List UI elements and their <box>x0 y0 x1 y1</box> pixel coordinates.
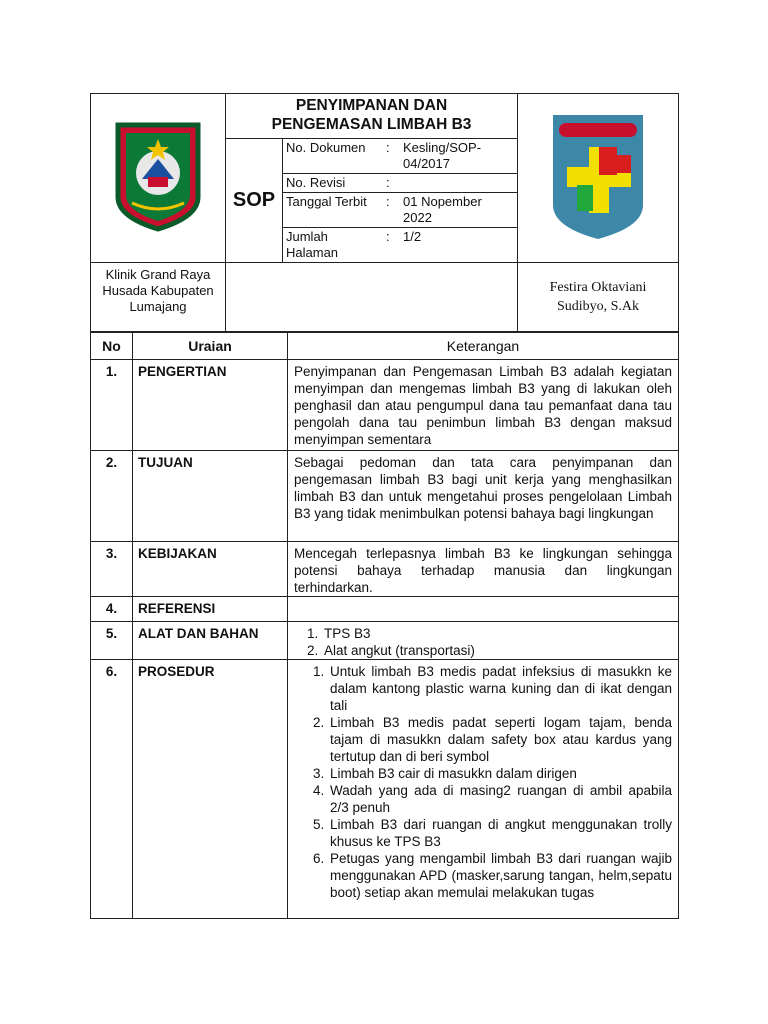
table-row <box>91 451 679 542</box>
meta-sep: : <box>383 174 400 193</box>
meta-row <box>283 174 517 193</box>
meta-sep: : <box>386 229 390 244</box>
sop-content-table <box>90 332 679 919</box>
row-keterangan: Penyimpanan dan Pengemasan Limbah B3 adalah kegiatan menyimpan dan mengemas limbah B3 yang di lakukan oleh penghasil dan atau pengumpul dana tau pemanfaat dana tau pengolah dana tau penimbun limbah B3 dengan maksud menyimpan sementara <box>288 360 679 451</box>
table-row <box>91 622 679 660</box>
list-item: 2. Alat angkut (transportasi) <box>322 642 672 659</box>
row-keterangan: Mencegah terlepasnya limbah B3 ke lingkungan sehingga potensi bahaya terhadap manusia dan lingkungan terhindarkan. <box>288 542 679 597</box>
row-number: 5. <box>91 622 133 660</box>
blank-cell <box>226 263 518 332</box>
column-header-uraian: Uraian <box>133 333 288 360</box>
table-row <box>91 542 679 597</box>
kabupaten-lumajang-logo-icon <box>112 119 204 233</box>
title-line-1: PENYIMPANAN DAN <box>295 97 448 114</box>
table-row <box>91 360 679 451</box>
row-uraian: KEBIJAKAN <box>133 542 288 597</box>
column-header-keterangan: Keterangan <box>288 333 679 360</box>
row-number: 3. <box>91 542 133 597</box>
signer-cell <box>518 263 679 332</box>
list-item: 1. Untuk limbah B3 medis padat infeksius di masukkn ke dalam kantong plastic warna kuning dan di ikat dengan tali <box>328 663 672 714</box>
sop-label: SOP <box>226 139 283 263</box>
row-keterangan <box>288 622 679 660</box>
sop-header-table <box>90 93 679 332</box>
meta-label: No. Revisi <box>283 174 383 193</box>
list-item: 5. Limbah B3 dari ruangan di angkut menggunakan trolly khusus ke TPS B3 <box>328 816 672 850</box>
meta-label: Tanggal Terbit <box>283 193 383 228</box>
meta-sep: : <box>383 193 400 228</box>
document-meta <box>283 139 517 262</box>
row-keterangan <box>288 660 679 919</box>
meta-row <box>283 228 517 263</box>
row-number: 2. <box>91 451 133 542</box>
signer-name-line-2: Sudibyo, S.Ak <box>556 299 640 314</box>
meta-value: 1/2 <box>403 229 422 244</box>
clinic-name: Klinik Grand Raya Husada Kabupaten Lumajang <box>91 263 226 332</box>
list-item: 3. Limbah B3 cair di masukkn dalam dirigen <box>328 765 672 782</box>
meta-value: Kesling/SOP-04/2017 <box>400 139 517 174</box>
document-meta-cell <box>283 139 518 263</box>
document-title <box>226 94 518 139</box>
meta-value <box>400 174 517 193</box>
list-item: 2. Limbah B3 medis padat seperti logam tajam, benda tajam di masukkn dalam safety box atau kardus yang tertutup dan di beri symbol <box>328 714 672 765</box>
table-header-row <box>91 333 679 360</box>
column-header-no: No <box>91 333 133 360</box>
row-number: 4. <box>91 597 133 622</box>
right-logo-cell <box>518 94 679 263</box>
meta-sep: : <box>383 139 400 174</box>
list-item: 4. Wadah yang ada di masing2 ruangan di ambil apabila 2/3 penuh <box>328 782 672 816</box>
meta-row <box>283 139 517 174</box>
list-item: 6. Petugas yang mengambil limbah B3 dari ruangan wajib menggunakan APD (masker,sarung tangan, helm,sepatu boot) setiap akan memulai melakukan tugas <box>328 850 672 901</box>
table-row <box>91 660 679 919</box>
signer-name-line-1: Festira Oktaviani <box>549 280 647 295</box>
meta-label: No. Dokumen <box>283 139 383 174</box>
row-uraian: PENGERTIAN <box>133 360 288 451</box>
row-keterangan: Sebagai pedoman dan tata cara penyimpanan dan pengemasan limbah B3 bagi unit kerja yang menghasilkan limbah B3 dan untuk mengetahui proses pengelolaan Limbah B3 yang tidak menimbulkan potensi bahaya bagi lingkungan <box>288 451 679 542</box>
title-line-2: PENGEMASAN LIMBAH B3 <box>271 116 472 133</box>
sop-document <box>90 93 678 919</box>
meta-row <box>283 193 517 228</box>
left-logo-cell <box>91 94 226 263</box>
row-uraian: PROSEDUR <box>133 660 288 919</box>
raharaya-bersaudara-logo-icon <box>549 109 647 243</box>
meta-value: 01 Nopember 2022 <box>400 193 517 228</box>
meta-label: Jumlah Halaman <box>286 229 339 260</box>
table-row <box>91 597 679 622</box>
row-uraian: REFERENSI <box>133 597 288 622</box>
list-item: 1. TPS B3 <box>322 625 672 642</box>
row-number: 6. <box>91 660 133 919</box>
row-number: 1. <box>91 360 133 451</box>
row-uraian: TUJUAN <box>133 451 288 542</box>
row-uraian: ALAT DAN BAHAN <box>133 622 288 660</box>
row-keterangan <box>288 597 679 622</box>
